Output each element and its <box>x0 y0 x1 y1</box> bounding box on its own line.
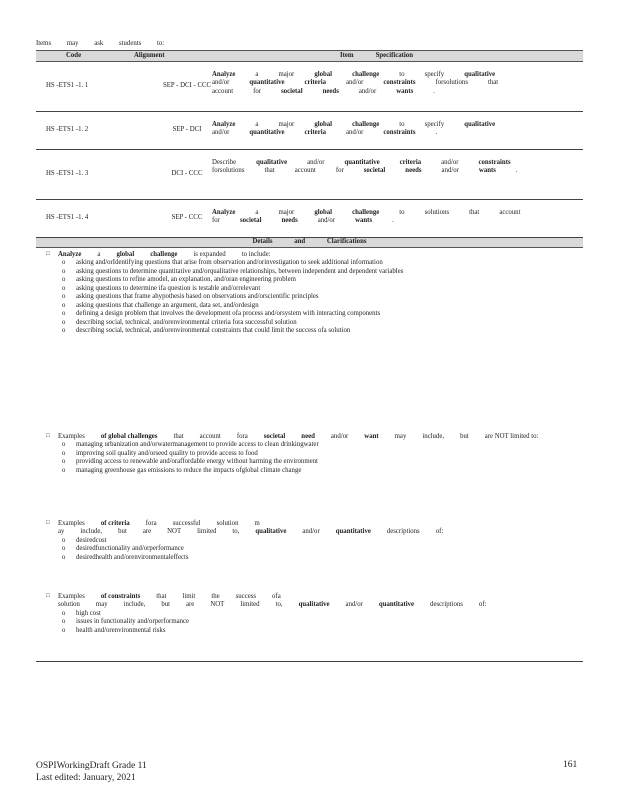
heading-word: qualitative <box>255 528 287 536</box>
intro-word: to: <box>156 40 165 47</box>
list-item: o providing access to renewable and/oraffordable energy without harming the environment <box>36 458 583 466</box>
page-number: 161 <box>563 760 578 770</box>
heading-word: of constraints <box>100 593 141 600</box>
heading-word: include, <box>422 433 445 440</box>
heading-word: successful <box>172 520 201 527</box>
spec-word: societal <box>281 87 303 95</box>
spec-word: Analyze <box>212 121 236 128</box>
spec-word: account <box>212 87 234 95</box>
heading-word: of global challenges <box>100 433 158 440</box>
spec-word: criteria <box>304 129 327 137</box>
heading-word: of: <box>478 601 487 609</box>
spec-word: for <box>212 217 220 225</box>
intro-word: students <box>118 40 142 47</box>
list-item: o desiredcost <box>36 537 583 545</box>
spec-word: major <box>278 121 295 128</box>
spec-word: and/or <box>212 79 230 87</box>
list-item: o asking questions to refine amodel, an explanation, and/oran engineering problem <box>36 276 583 284</box>
row-code: HS -ETS1 -1. 1 <box>46 82 89 89</box>
heading-word: that <box>156 593 167 600</box>
heading-word: NOT <box>167 528 182 536</box>
spec-word: qualitative <box>464 121 496 128</box>
spec-word: constraints <box>383 129 416 137</box>
heading-word: fora <box>236 433 248 440</box>
spec-word: major <box>278 209 295 216</box>
table-row <box>36 111 583 150</box>
heading-word: to include: <box>241 251 271 258</box>
details-block <box>36 593 583 635</box>
spec-word: to <box>399 71 405 78</box>
list-item: o managing greenhouse gas emissions to reduce the impacts ofglobal climate change <box>36 467 583 475</box>
spec-word: and/or <box>346 129 364 137</box>
spec-word: criteria <box>399 159 422 166</box>
details-block-heading <box>36 593 583 610</box>
heading-word: Analyze <box>58 251 82 258</box>
details-header <box>36 238 583 248</box>
row-alignment: SEP - DCI <box>172 126 202 133</box>
row-spec <box>212 159 542 176</box>
spec-word: challenge <box>352 121 380 128</box>
heading-word: qualitative <box>298 601 330 609</box>
spec-word: that <box>487 79 499 87</box>
row-code: HS -ETS1 -1. 3 <box>46 170 89 177</box>
spec-word: specify <box>424 71 445 78</box>
spec-word: a <box>255 121 259 128</box>
heading-word: that <box>173 433 184 440</box>
spec-word: quantitative <box>344 159 380 166</box>
spec-word: . <box>435 129 438 137</box>
heading-word: but <box>161 601 171 609</box>
list-item: o describing social, technical, and/orenvironmental criteria fora successful solution <box>36 319 583 327</box>
heading-word: account <box>199 433 221 440</box>
heading-word: are <box>186 601 195 609</box>
spec-word: Describe <box>212 159 237 166</box>
intro-word: ask <box>94 40 104 47</box>
details-list <box>36 259 583 335</box>
heading-word: challenge <box>150 251 178 258</box>
spec-word: and/or <box>212 129 230 137</box>
heading-word: Examples <box>58 520 85 527</box>
spec-word: . <box>515 167 518 175</box>
spec-word: societal <box>239 217 262 225</box>
row-spec <box>212 209 542 226</box>
spec-word: a <box>255 209 259 216</box>
list-item: o asking questions to determine quantitative and/orqualitative relationships, between independent and dependent variables <box>36 268 583 276</box>
heading-word: a <box>97 251 101 258</box>
heading-word: quantitative <box>335 528 371 536</box>
heading-word: Examples <box>58 433 85 440</box>
spec-word: and/or <box>441 167 459 175</box>
heading-word: need <box>301 433 315 440</box>
checkbox-bullet-icon: □ <box>46 520 50 526</box>
header-spec-word: Specification <box>375 52 413 59</box>
list-item: o issues in functionality and/orperformance <box>36 618 583 626</box>
checkbox-bullet-icon: □ <box>46 251 50 257</box>
details-header-word: Details <box>252 238 273 245</box>
heading-word: limited <box>240 601 260 609</box>
spec-word: global <box>314 71 333 78</box>
heading-word: limit <box>182 593 196 600</box>
header-alignment: Alignment <box>134 52 165 59</box>
heading-word: global <box>116 251 135 258</box>
checkbox-bullet-icon: □ <box>46 593 50 599</box>
spec-word: challenge <box>352 71 380 78</box>
spec-word: forsolutions <box>212 167 245 175</box>
heading-word: of criteria <box>100 520 130 527</box>
heading-word: quantitative <box>378 601 415 609</box>
spec-word: wants <box>355 217 373 225</box>
heading-word: Examples <box>58 593 85 600</box>
details-block <box>36 433 583 475</box>
details-list <box>36 537 583 562</box>
heading-word: include, <box>123 601 146 609</box>
spec-word: and/or <box>307 159 325 166</box>
list-item: o asking questions that challenge an argument, data set, and/ordesign <box>36 302 583 310</box>
spec-word: qualitative <box>464 71 496 78</box>
spec-word: to <box>399 209 405 216</box>
intro-line <box>36 40 178 48</box>
list-item: o defining a design problem that involves the development ofa process and/orsystem with interacting components <box>36 310 583 318</box>
heading-word: solution <box>216 520 239 527</box>
row-spec <box>212 71 542 96</box>
spec-word: a <box>255 71 259 78</box>
spec-word: quantitative <box>249 79 285 87</box>
table-row <box>36 61 583 112</box>
heading-word: ofa solution <box>58 593 281 609</box>
spec-word: qualitative <box>256 159 288 166</box>
heading-word: want <box>364 433 379 440</box>
heading-word: fora <box>145 520 157 527</box>
heading-word: societal <box>263 433 286 440</box>
spec-word: that <box>264 167 275 175</box>
checkbox-bullet-icon: □ <box>46 433 50 439</box>
details-block-heading <box>36 251 583 259</box>
heading-word: descriptions <box>430 601 463 609</box>
list-item: o improving soil quality and/orseed quality to provide access to food <box>36 450 583 458</box>
spec-word: constraints <box>478 159 511 166</box>
spec-word: and/or <box>346 79 364 87</box>
row-code: HS -ETS1 -1. 2 <box>46 126 89 133</box>
spec-word: major <box>278 71 295 78</box>
intro-word: Items <box>36 40 52 47</box>
row-alignment: DCI - CCC <box>171 170 203 177</box>
spec-word: specify <box>424 121 445 128</box>
heading-word: NOT <box>210 601 225 609</box>
spec-word: quantitative <box>249 129 285 137</box>
spec-word: and/or <box>317 217 336 225</box>
list-item: o managing urbanization and/orwatermanagement to provide access to clean drinkingwater <box>36 441 583 449</box>
spec-word: for <box>253 87 262 95</box>
list-item: o describing social, technical, and/orenvironmental constraints that could limit the success ofa solution <box>36 327 583 335</box>
heading-word: but <box>118 528 127 536</box>
list-item: o asking questions to determine ifa question is testable and/orrelevant <box>36 285 583 293</box>
table-row <box>36 199 583 238</box>
footer-edited: Last edited: January, 2021 <box>36 773 136 784</box>
spec-word: that <box>469 209 480 216</box>
list-item: o health and/orenvironmental risks <box>36 627 583 635</box>
row-alignment: SEP - CCC <box>171 214 203 221</box>
spec-word: account <box>294 167 316 175</box>
heading-word: may <box>95 601 108 609</box>
spec-word: needs <box>405 167 422 175</box>
spec-word: societal <box>363 167 386 175</box>
heading-word: the <box>211 593 220 600</box>
spec-word: . <box>392 217 394 225</box>
heading-word: but <box>460 433 469 440</box>
details-block <box>36 251 583 336</box>
details-block <box>36 520 583 562</box>
details-list <box>36 610 583 635</box>
header-code: Code <box>66 52 82 59</box>
details-section <box>36 249 583 662</box>
spec-word: needs <box>322 87 339 95</box>
spec-word: and/or <box>358 87 377 95</box>
spec-word: . <box>433 87 435 95</box>
spec-word: challenge <box>352 209 380 216</box>
spec-word: account <box>499 209 521 216</box>
spec-word: criteria <box>304 79 327 87</box>
table-row <box>36 149 583 200</box>
spec-word: constraints <box>383 79 416 87</box>
list-item: o desiredhealth and/orenvironmentaleffects <box>36 554 583 562</box>
spec-word: wants <box>478 167 496 175</box>
heading-word: may <box>394 433 407 440</box>
details-header-word: Clarifications <box>326 238 367 245</box>
list-item: o asking questions that frame ahypothesis based on observations and/orscientific principles <box>36 293 583 301</box>
heading-word: limited <box>197 528 217 536</box>
spec-word: global <box>314 209 333 216</box>
spec-word: forsolutions <box>435 79 468 87</box>
spec-word: Analyze <box>212 71 236 78</box>
details-header-word: and <box>294 238 306 245</box>
spec-word: for <box>335 167 344 175</box>
header-spec-word: Item <box>340 52 354 59</box>
header-spec <box>340 52 435 60</box>
footer <box>36 760 147 785</box>
details-list <box>36 441 583 475</box>
spec-word: and/or <box>441 159 459 166</box>
details-block-heading <box>36 433 583 441</box>
spec-word: needs <box>281 217 298 225</box>
heading-word: include, <box>80 528 103 536</box>
intro-word: may <box>66 40 79 47</box>
details-block-heading <box>36 520 583 537</box>
heading-word: to, <box>275 601 283 609</box>
heading-word: and/or <box>345 601 363 609</box>
spec-word: to <box>399 121 405 128</box>
heading-word: m ay <box>58 520 260 536</box>
heading-word: descriptions <box>386 528 420 536</box>
heading-word: success <box>235 593 257 600</box>
heading-word: to, <box>232 528 240 536</box>
heading-word: of: <box>435 528 444 536</box>
list-item: o asking and/orIdentifying questions that arise from observation and/orinvestigation to seek additional information <box>36 259 583 267</box>
row-code: HS -ETS1 -1. 4 <box>46 214 89 221</box>
heading-word: and/or <box>302 528 320 536</box>
spec-word: wants <box>396 87 414 95</box>
footer-title: OSPIWorkingDraft Grade 11 <box>36 761 147 771</box>
heading-word: are NOT limited to: <box>484 433 539 440</box>
row-alignment: SEP - DCI - CCC <box>162 82 212 89</box>
list-item: o desiredfunctionality and/orperformance <box>36 545 583 553</box>
list-item: o high cost <box>36 610 583 618</box>
row-spec <box>212 121 542 138</box>
heading-word: and/or <box>330 433 349 440</box>
heading-word: are <box>142 528 152 536</box>
heading-word: is expanded <box>193 251 226 258</box>
spec-word: solutions <box>424 209 450 216</box>
spec-word: Analyze <box>212 209 236 216</box>
spec-word: global <box>314 121 333 128</box>
